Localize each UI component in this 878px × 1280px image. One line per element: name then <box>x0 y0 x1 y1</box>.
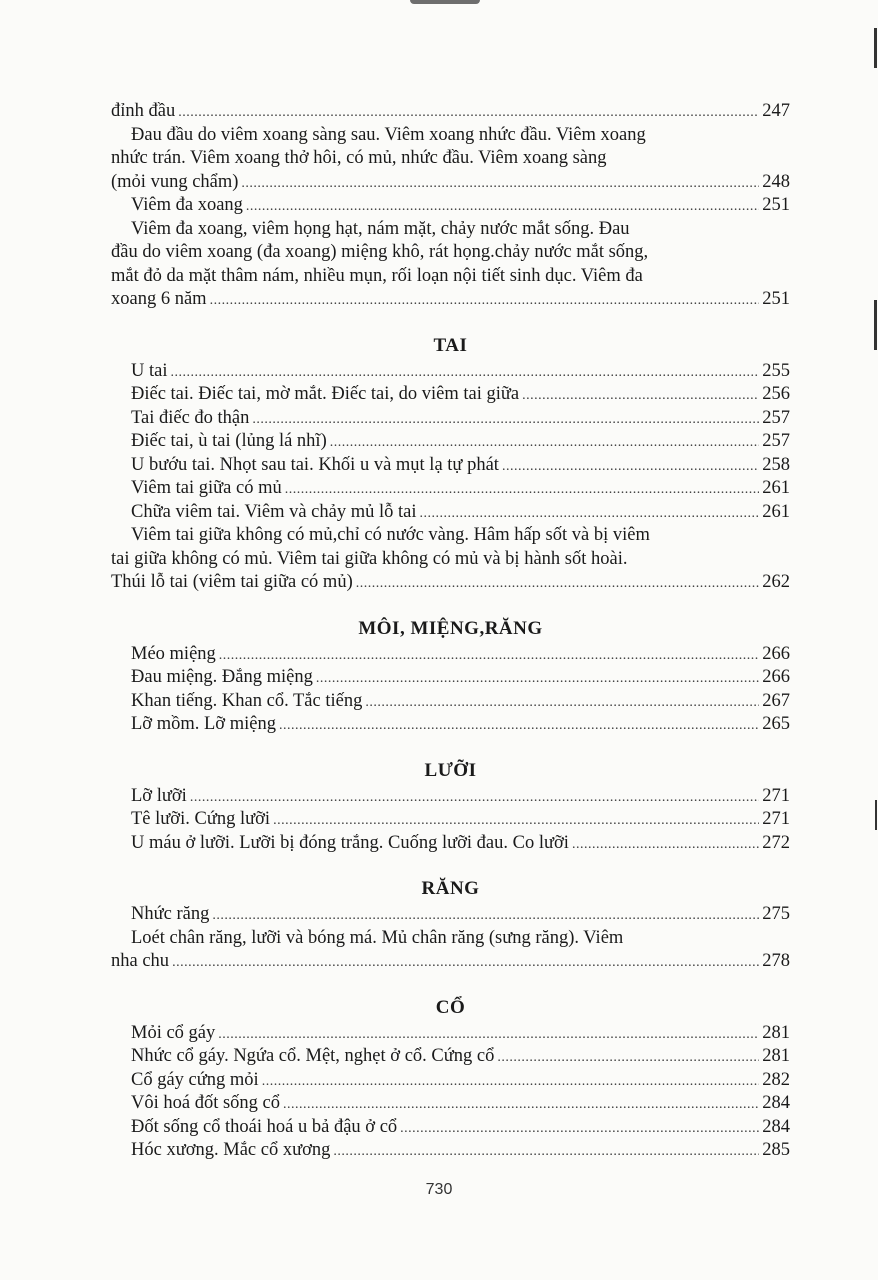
entry-text: nhức trán. Viêm xoang thở hôi, có mủ, nhức đầu. Viêm xoang sàng <box>111 148 607 168</box>
dot-leader <box>420 502 760 526</box>
toc-entry <box>111 501 790 525</box>
toc-entry <box>111 643 790 667</box>
entry-page: 261 <box>762 478 790 498</box>
toc-entry <box>111 524 790 595</box>
entry-page: 257 <box>762 407 790 428</box>
toc-line <box>111 360 790 384</box>
toc-line <box>111 666 790 690</box>
toc-section <box>111 994 790 1163</box>
toc-entry <box>111 100 790 124</box>
entry-page: 265 <box>762 714 790 734</box>
section-heading: CỔ <box>435 996 466 1018</box>
entry-text: đỉnh đầu <box>111 101 176 121</box>
dot-leader <box>316 667 759 691</box>
entry-page: 284 <box>762 1093 790 1113</box>
dot-leader <box>285 478 760 502</box>
toc-line <box>111 1139 790 1163</box>
toc-line <box>111 903 790 927</box>
toc-line <box>111 218 790 242</box>
dot-leader <box>172 951 759 975</box>
edge-mark <box>875 800 877 830</box>
entry-text: Viêm tai giữa không có mủ,chỉ có nước vàng. Hâm hấp sốt và bị viêm <box>131 525 650 545</box>
toc-entry <box>111 124 790 195</box>
entry-text: Nhức cổ gáy. Ngứa cổ. Mệt, nghẹt ở cổ. Cứng cổ <box>131 1046 495 1066</box>
toc-entry <box>111 903 790 927</box>
toc-line <box>111 1116 790 1140</box>
entry-page: 251 <box>762 289 790 309</box>
entry-text: Lỡ lưỡi <box>131 785 187 806</box>
dot-leader <box>283 1093 759 1117</box>
toc-entry <box>111 218 790 312</box>
toc-entry <box>111 927 790 974</box>
toc-section <box>111 332 790 595</box>
entry-text: U tai <box>131 360 168 381</box>
toc-entry <box>111 690 790 714</box>
entry-text: Mỏi cổ gáy <box>131 1022 216 1043</box>
entry-page: 248 <box>762 171 790 192</box>
toc-line <box>111 477 790 501</box>
toc-line <box>111 265 790 289</box>
section-heading: RĂNG <box>421 878 480 899</box>
toc-line <box>111 524 790 548</box>
entry-page: 257 <box>762 431 790 451</box>
entry-page: 285 <box>762 1140 790 1160</box>
toc-entry <box>111 1045 790 1069</box>
toc-entry <box>111 1069 790 1093</box>
toc-entry <box>111 713 790 737</box>
toc-entry <box>111 383 790 407</box>
dot-leader <box>400 1117 759 1141</box>
toc-entry <box>111 1022 790 1046</box>
dot-leader <box>502 455 759 479</box>
toc-line <box>111 171 790 195</box>
toc-entry <box>111 477 790 501</box>
entry-page: 262 <box>762 572 790 592</box>
toc-entry <box>111 808 790 832</box>
entry-page: 271 <box>762 785 790 806</box>
dot-leader <box>178 101 759 125</box>
entry-text: Điếc tai, ù tai (lủng lá nhĩ) <box>131 431 327 451</box>
toc-line <box>111 950 790 974</box>
entry-text: xoang 6 năm <box>111 289 207 309</box>
toc-line <box>111 124 790 148</box>
toc-section <box>111 757 790 856</box>
dot-leader <box>252 408 759 432</box>
entry-page: 271 <box>762 809 790 829</box>
dot-leader <box>212 904 759 928</box>
toc-entry <box>111 430 790 454</box>
entry-text: U bướu tai. Nhọt sau tai. Khối u và mụt lạ tự phát <box>131 454 499 475</box>
dot-leader <box>219 644 759 668</box>
entry-text: U máu ở lưỡi. Lưỡi bị đóng trắng. Cuống lưỡi đau. Co lưỡi <box>131 832 569 853</box>
dot-leader <box>365 691 759 715</box>
toc-line <box>111 571 790 595</box>
entry-text: Tê lưỡi. Cứng lưỡi <box>131 809 271 829</box>
entry-text: Méo miệng <box>131 643 216 664</box>
toc-line <box>111 407 790 431</box>
entry-text: mắt đỏ da mặt thâm nám, nhiều mụn, rối loạn nội tiết sinh dục. Viêm đa <box>111 265 643 286</box>
entry-text: Đốt sống cổ thoái hoá u bả đậu ở cổ <box>131 1116 398 1137</box>
toc-line <box>111 501 790 525</box>
entry-page: 267 <box>762 690 790 711</box>
entry-text: Viêm đa xoang, viêm họng hạt, nám mặt, chảy nước mắt sống. Đau <box>131 218 630 239</box>
toc-line <box>111 147 790 171</box>
dot-leader <box>246 195 759 219</box>
dot-leader <box>330 431 760 455</box>
entry-page: 255 <box>762 360 790 381</box>
toc-line <box>111 241 790 265</box>
toc-line <box>111 1092 790 1116</box>
dot-leader <box>190 786 759 810</box>
entry-page: 282 <box>762 1069 790 1090</box>
toc-entry <box>111 666 790 690</box>
dot-leader <box>572 833 759 857</box>
entry-text: Viêm tai giữa có mủ <box>131 478 282 498</box>
toc-line <box>111 690 790 714</box>
entry-page: 266 <box>762 643 790 664</box>
entry-text: Viêm đa xoang <box>131 195 243 215</box>
toc-line <box>111 383 790 407</box>
toc-entry <box>111 454 790 478</box>
entry-text: Vôi hoá đốt sống cổ <box>131 1093 281 1113</box>
entry-text: Nhức răng <box>131 904 210 924</box>
entry-text: Tai điếc đo thận <box>131 407 250 428</box>
toc-line <box>111 927 790 951</box>
entry-page: 266 <box>762 667 790 687</box>
entry-page: 275 <box>762 904 790 924</box>
entry-page: 272 <box>762 832 790 853</box>
entry-page: 278 <box>762 951 790 971</box>
toc-line <box>111 713 790 737</box>
entry-text: Lỡ mồm. Lỡ miệng <box>131 714 276 734</box>
dot-leader <box>273 809 759 833</box>
toc-line <box>111 1045 790 1069</box>
toc-line <box>111 1069 790 1093</box>
section-heading: MÔI, MIỆNG,RĂNG <box>358 617 543 639</box>
toc-line <box>111 288 790 312</box>
entry-text: Cổ gáy cứng mỏi <box>131 1069 259 1090</box>
toc-line <box>111 194 790 218</box>
entry-page: 281 <box>762 1046 790 1066</box>
entry-text: Thúi lỗ tai (viêm tai giữa có mủ) <box>111 572 353 592</box>
dot-leader <box>218 1023 759 1047</box>
toc-section <box>111 875 790 974</box>
toc-line <box>111 430 790 454</box>
dot-leader <box>279 714 759 738</box>
toc-entry <box>111 407 790 431</box>
toc-entry <box>111 1139 790 1163</box>
dot-leader <box>333 1140 759 1164</box>
toc-entry <box>111 785 790 809</box>
entry-text: Chữa viêm tai. Viêm và chảy mủ lỗ tai <box>131 501 417 522</box>
dot-leader <box>497 1046 759 1070</box>
entry-page: 247 <box>762 101 790 121</box>
toc-line <box>111 808 790 832</box>
page-top-mark <box>410 0 480 4</box>
dot-leader <box>262 1070 760 1094</box>
dot-leader <box>356 572 760 596</box>
toc-section <box>111 615 790 737</box>
dot-leader <box>170 361 759 385</box>
entry-text: đầu do viêm xoang (đa xoang) miệng khô, rát họng.chảy nước mắt sống, <box>111 242 649 262</box>
section-heading: LƯỠI <box>424 759 477 781</box>
dot-leader <box>241 172 759 196</box>
entry-text: Hóc xương. Mắc cổ xương <box>131 1140 331 1160</box>
toc-line <box>111 1022 790 1046</box>
entry-text: Đau miệng. Đắng miệng <box>131 667 313 687</box>
toc-entry <box>111 194 790 218</box>
entry-page: 284 <box>762 1116 790 1137</box>
toc-entry <box>111 1092 790 1116</box>
toc-line <box>111 100 790 124</box>
page-number: 730 <box>425 1181 453 1198</box>
entry-text: Khan tiếng. Khan cổ. Tắc tiếng <box>131 690 363 711</box>
toc-line <box>111 832 790 856</box>
entry-text: tai giữa không có mủ. Viêm tai giữa không có mủ và bị hành sốt hoài. <box>111 548 628 569</box>
entry-page: 281 <box>762 1022 790 1043</box>
toc-entry <box>111 832 790 856</box>
toc-entry <box>111 360 790 384</box>
toc-line <box>111 643 790 667</box>
entry-text: Loét chân răng, lưỡi và bóng má. Mủ chân răng (sưng răng). Viêm <box>131 927 624 948</box>
entry-page: 256 <box>762 384 790 404</box>
dot-leader <box>522 384 759 408</box>
entry-page: 261 <box>762 501 790 522</box>
toc-entry <box>111 1116 790 1140</box>
edge-mark <box>874 300 877 350</box>
entry-page: 258 <box>762 454 790 475</box>
toc-line <box>111 454 790 478</box>
toc-line <box>111 548 790 572</box>
section-heading: TAI <box>433 334 468 356</box>
dot-leader <box>210 289 760 313</box>
edge-mark <box>874 28 877 68</box>
table-of-contents <box>111 100 790 1163</box>
entry-text: (mỏi vung chẩm) <box>111 171 239 192</box>
entry-text: Điếc tai. Điếc tai, mờ mắt. Điếc tai, do viêm tai giữa <box>131 384 520 404</box>
entry-page: 251 <box>762 195 790 215</box>
toc-line <box>111 785 790 809</box>
entry-text: nha chu <box>111 951 170 971</box>
entry-text: Đau đầu do viêm xoang sàng sau. Viêm xoang nhức đầu. Viêm xoang <box>131 124 646 145</box>
